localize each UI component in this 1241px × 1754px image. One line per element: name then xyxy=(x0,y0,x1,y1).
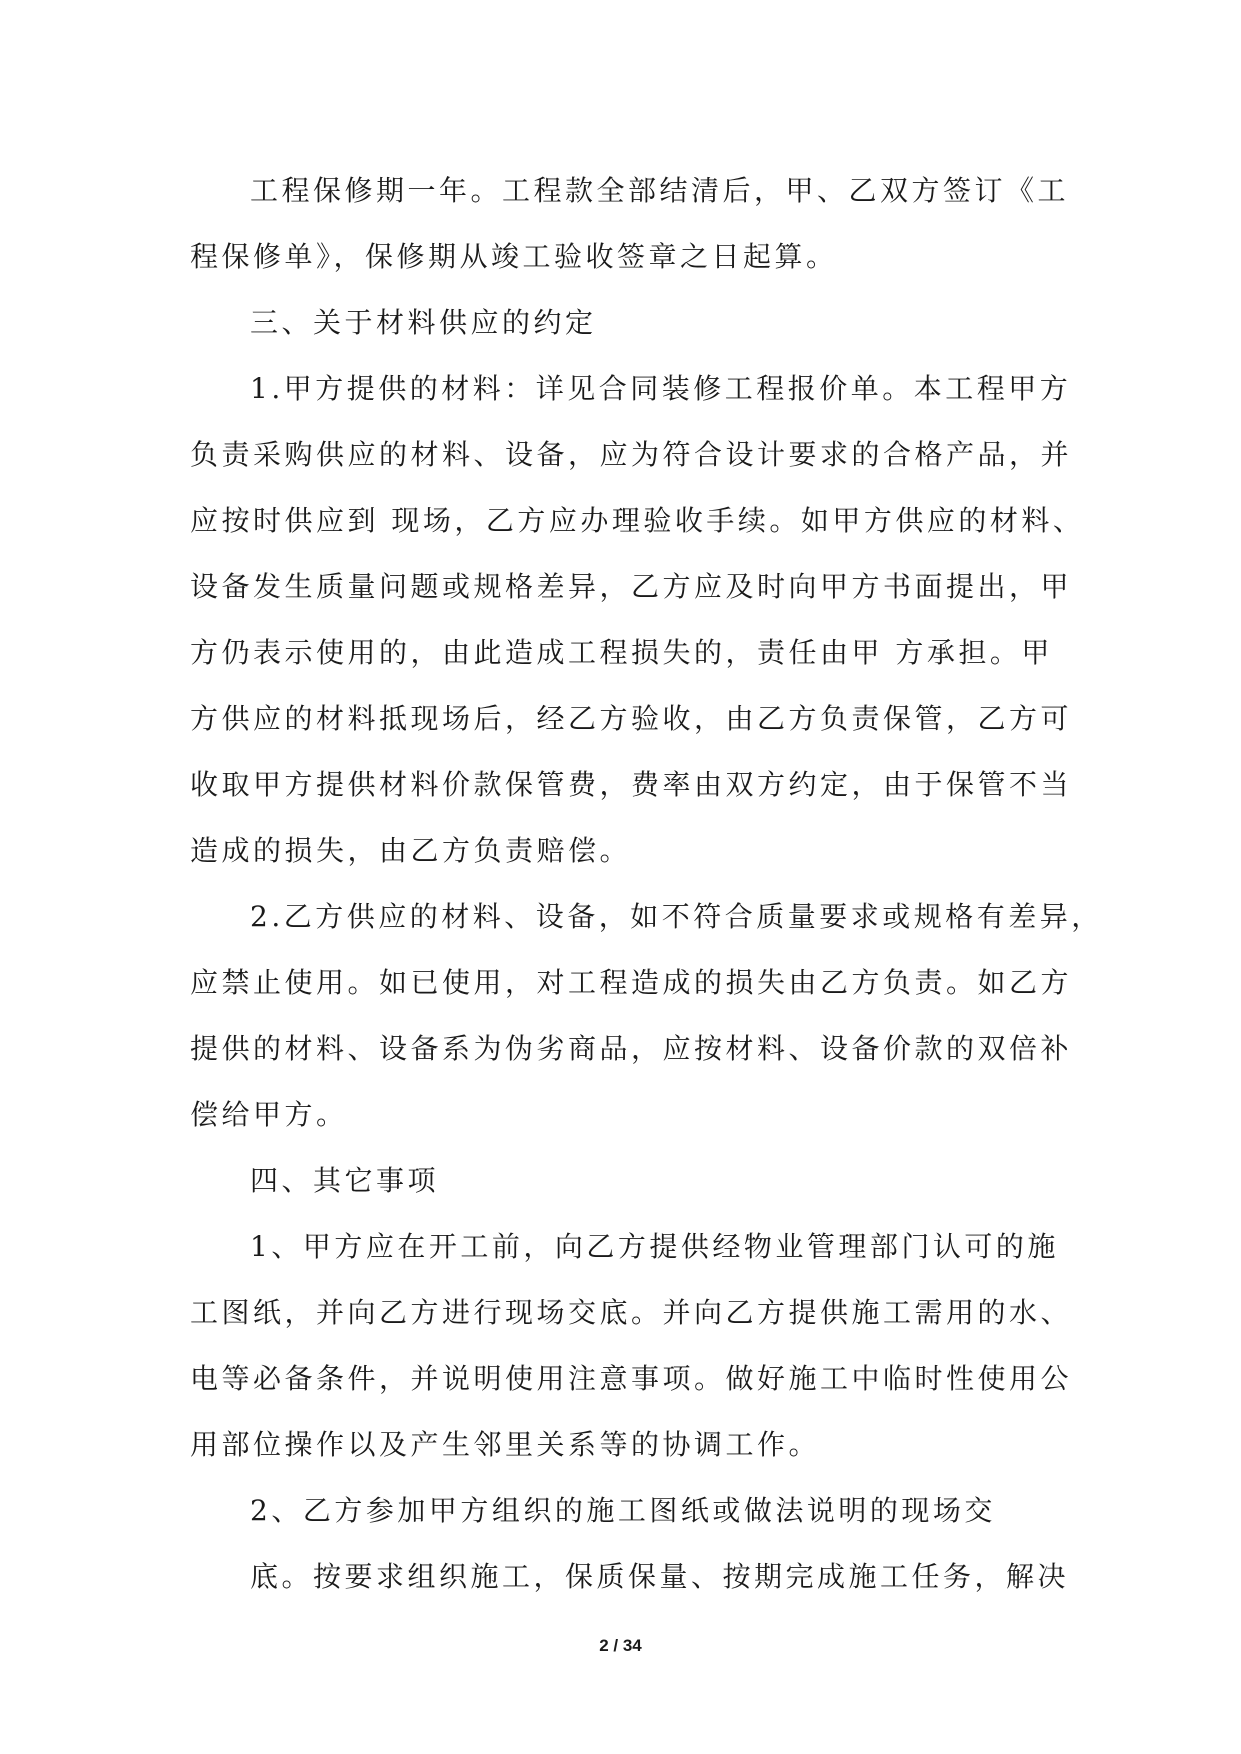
text-line: 电等必备条件，并说明使用注意事项。做好施工中临时性使用公 xyxy=(190,1362,1073,1395)
text-line: 四、其它事项 xyxy=(250,1164,440,1197)
text-line: 用部位操作以及产生邻里关系等的协调工作。 xyxy=(190,1428,821,1461)
text-line: 工程保修期一年。工程款全部结清后，甲、乙双方签订《工 xyxy=(250,174,1070,207)
text-line: 1.甲方提供的材料：详见合同装修工程报价单。本工程甲方 xyxy=(250,372,1072,405)
text-line: 程保修单》，保修期从竣工验收签章之日起算。 xyxy=(190,240,838,273)
text-line: 设备发生质量问题或规格差异，乙方应及时向甲方书面提出，甲 xyxy=(190,570,1073,603)
text-line: 提供的材料、设备系为伪劣商品，应按材料、设备价款的双倍补 xyxy=(190,1032,1073,1065)
text-line: 工图纸，并向乙方进行现场交底。并向乙方提供施工需用的水、 xyxy=(190,1296,1073,1329)
text-line: 三、关于材料供应的约定 xyxy=(250,306,597,339)
text-line: 底。按要求组织施工，保质保量、按期完成施工任务，解决 xyxy=(250,1560,1070,1593)
text-line: 方仍表示使用的，由此造成工程损失的，责任由甲 方承担。甲 xyxy=(190,636,1053,669)
text-line: 造成的损失，由乙方负责赔偿。 xyxy=(190,834,632,867)
document-body xyxy=(190,158,1103,1610)
text-line: 应按时供应到 现场，乙方应办理验收手续。如甲方供应的材料、 xyxy=(190,504,1085,537)
text-line: 1、甲方应在开工前，向乙方提供经物业管理部门认可的施 xyxy=(250,1230,1059,1263)
text-line: 2、乙方参加甲方组织的施工图纸或做法说明的现场交 xyxy=(250,1494,996,1527)
text-line: 偿给甲方。 xyxy=(190,1098,348,1131)
text-line: 收取甲方提供材料价款保管费，费率由双方约定，由于保管不当 xyxy=(190,768,1073,801)
text-line: 2.乙方供应的材料、设备，如不符合质量要求或规格有差异， xyxy=(250,900,1103,933)
text-line: 应禁止使用。如已使用，对工程造成的损失由乙方负责。如乙方 xyxy=(190,966,1073,999)
page-number: 2 / 34 xyxy=(599,1636,642,1655)
text-line: 方供应的材料抵现场后，经乙方验收，由乙方负责保管，乙方可 xyxy=(190,702,1073,735)
text-line: 负责采购供应的材料、设备，应为符合设计要求的合格产品，并 xyxy=(190,438,1073,471)
